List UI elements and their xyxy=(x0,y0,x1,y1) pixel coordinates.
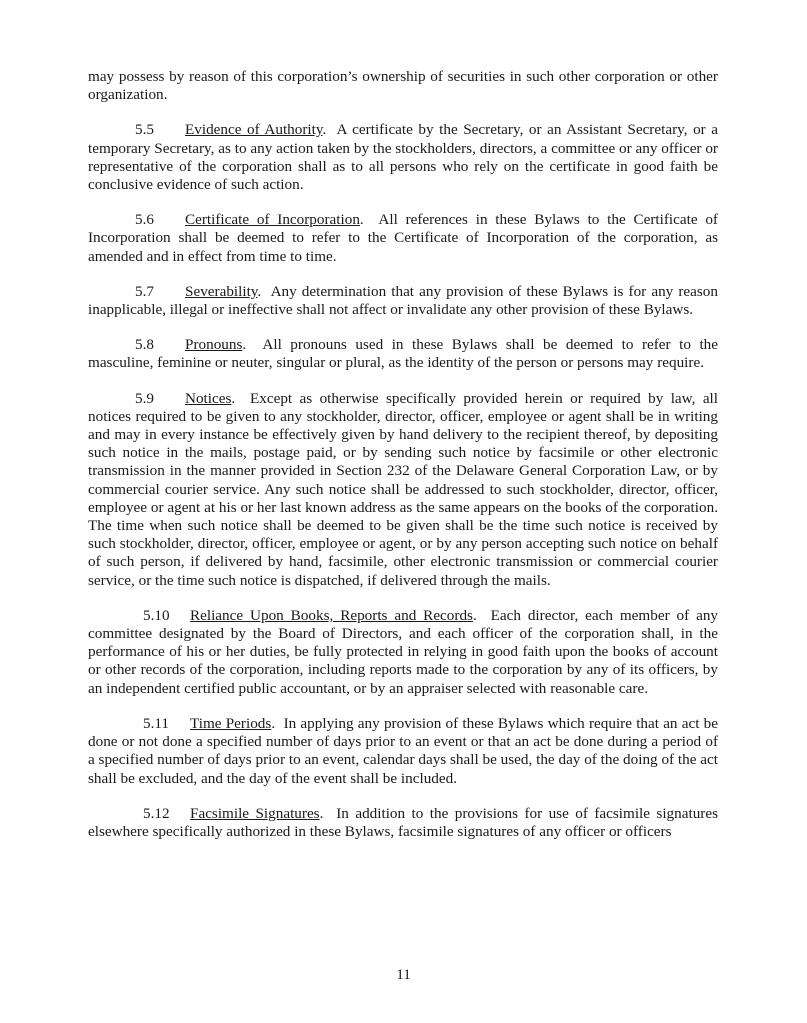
section-heading: Notices xyxy=(185,389,232,407)
section-5-9: 5.9 Notices. Except as otherwise specifically provided herein or required by law, all notices required to be given to any stockholder, director, officer, employee or agent shall be in writing and may in every instance be effectively given by hand delivery to the recipient thereof, by depositing such notice in the mails, postage paid, or by sending such notice by facsimile or other electronic transmission in the manner provided in Section 232 of the Delaware General Corporation Law, or by commercial courier service. Any such notice shall be addressed to such stockholder, director, officer, employee or agent at his or her last known address as the same appears on the books of the corporation. The time when such notice shall be deemed to be given shall be the time such notice is received by such stockholder, director, officer, employee or agent, or by any person accepting such notice on behalf of such person, if delivered by hand, facsimile, other electronic transmission or commercial courier service, or the time such notice is dispatched, if delivered through the mails. xyxy=(88,389,718,589)
section-number: 5.10 xyxy=(143,606,170,624)
section-text: In applying any provision of these Bylaws which require that an act be done or not done a specified number of days prior to an event or that an act be done during a period of a specified number of days prior to an event, calendar days shall be used, the day of the doing of the act shall be excluded, and the day of the event shall be included. xyxy=(88,714,719,787)
section-heading: Pronouns xyxy=(185,336,243,354)
section-text: All pronouns used in these Bylaws shall be deemed to refer to the masculine, feminine or neuter, singular or plural, as the identity of the person or persons may require. xyxy=(88,336,719,372)
section-text: Any determination that any provision of these Bylaws is for any reason inapplicable, illegal or ineffective shall not affect or invalidate any other provision of these Bylaws. xyxy=(88,282,718,319)
section-heading: Time Periods xyxy=(190,714,272,732)
section-5-7: 5.7 Severability. Any determination that any provision of these Bylaws is for any reason inapplicable, illegal or ineffective shall not affect or invalidate any other provision of these Bylaws. xyxy=(88,282,718,319)
section-5-8: 5.8 Pronouns. All pronouns used in these Bylaws shall be deemed to refer to the masculine, feminine or neuter, singular or plural, as the identity of the person or persons may require. xyxy=(88,336,719,372)
section-text: In addition to the provisions for use of facsimile signatures elsewhere specifically authorized in these Bylaws, facsimile signatures of any officer or officers xyxy=(88,804,718,840)
section-heading: Certificate of Incorporation xyxy=(185,211,360,229)
continuation-paragraph: may possess by reason of this corporation’s ownership of securities in such other corporation or other organization. xyxy=(88,68,718,104)
section-text: Each director, each member of any committee designated by the Board of Directors, and each officer of the corporation shall, in the performance of his or her duties, be fully protected in relying in good faith upon the books of account or other records of the corporation, including reports made to the corporation by any of its officers, by an independent certified public accountant, or by an appraiser selected with reasonable care. xyxy=(88,606,719,697)
section-heading: Severability xyxy=(185,282,258,300)
section-text: Except as otherwise specifically provided herein or required by law, all notices required to be given to any stockholder, director, officer, employee or agent shall be in writing and may in every instance be effectively given by hand delivery to the recipient thereof, by depositing such notice in the mails, postage paid, or by sending such notice by facsimile or other electronic transmission in the manner provided in Section 232 of the Delaware General Corporation Law, or by commercial courier service. Any such notice shall be addressed to such stockholder, director, officer, employee or agent at his or her last known address as the same appears on the books of the corporation. The time when such notice shall be deemed to be given shall be the time such notice is received by such stockholder, director, officer, employee or agent, or by any person accepting such notice on behalf of such person, if delivered by hand, facsimile, other electronic transmission or commercial courier service, or the time such notice is dispatched, if delivered through the mails. xyxy=(88,389,718,589)
section-number: 5.8 xyxy=(135,336,154,354)
section-number: 5.7 xyxy=(135,282,154,300)
section-5-6: 5.6 Certificate of Incorporation. All references in these Bylaws to the Certificate of Incorporation shall be deemed to refer to the Certificate of Incorporation of the corporation, as amended and in effect from time to time. xyxy=(88,211,718,265)
section-5-10: 5.10 Reliance Upon Books, Reports and Records. Each director, each member of any committee designated by the Board of Directors, and each officer of the corporation shall, in the performance of his or her duties, be fully protected in relying in good faith upon the books of account or other records of the corporation, including reports made to the corporation by any of its officers, by an independent certified public accountant, or by an appraiser selected with reasonable care. xyxy=(88,606,719,697)
document-page xyxy=(88,68,718,858)
section-heading: Facsimile Signatures xyxy=(190,804,320,822)
page-number: 11 xyxy=(396,966,411,983)
section-5-5: 5.5 Evidence of Authority. A certificate by the Secretary, or an Assistant Secretary, or a temporary Secretary, as to any action taken by the stockholders, directors, a committee or any officer or representative of the corporation shall as to all persons who rely on the certificate in good faith be conclusive evidence of such action. xyxy=(88,121,718,194)
section-text: A certificate by the Secretary, or an Assistant Secretary, or a temporary Secretary, as to any action taken by the stockholders, directors, a committee or any officer or representative of the corporation shall as to all persons who rely on the certificate in good faith be conclusive evidence of such action. xyxy=(88,121,718,194)
section-5-12: 5.12 Facsimile Signatures. In addition to the provisions for use of facsimile signatures elsewhere specifically authorized in these Bylaws, facsimile signatures of any officer or officers xyxy=(88,804,718,840)
section-number: 5.11 xyxy=(143,714,170,732)
section-5-11: 5.11 Time Periods. In applying any provision of these Bylaws which require that an act be done or not done a specified number of days prior to an event or that an act be done during a period of a specified number of days prior to an event, calendar days shall be used, the day of the doing of the act shall be excluded, and the day of the event shall be included. xyxy=(88,714,719,787)
section-heading: Evidence of Authority xyxy=(185,121,323,139)
section-number: 5.9 xyxy=(135,389,154,407)
section-text: All references in these Bylaws to the Certificate of Incorporation shall be deemed to refer to the Certificate of Incorporation of the corporation, as amended and in effect from time to time. xyxy=(88,211,718,265)
section-number: 5.5 xyxy=(135,121,154,139)
section-heading: Reliance Upon Books, Reports and Records xyxy=(190,606,473,624)
section-number: 5.12 xyxy=(143,804,170,822)
section-number: 5.6 xyxy=(135,211,154,229)
